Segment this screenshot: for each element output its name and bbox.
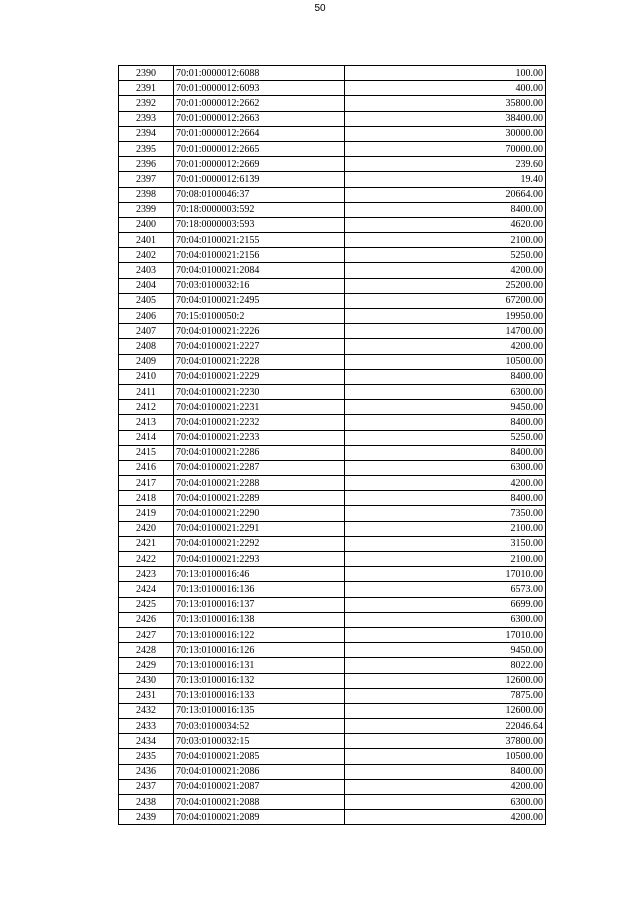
cadastral-number-cell: 70:08:0100046:37 [174, 187, 345, 202]
table-row [119, 415, 546, 430]
row-number-cell: 2407 [119, 324, 174, 339]
row-number-cell: 2426 [119, 612, 174, 627]
amount-cell: 70000.00 [345, 141, 546, 156]
table-row [119, 111, 546, 126]
cadastral-number-cell: 70:04:0100021:2088 [174, 795, 345, 810]
amount-cell: 6300.00 [345, 460, 546, 475]
row-number-cell: 2414 [119, 430, 174, 445]
table-row [119, 491, 546, 506]
row-number-cell: 2430 [119, 673, 174, 688]
amount-cell: 9450.00 [345, 400, 546, 415]
table-row [119, 354, 546, 369]
amount-cell: 400.00 [345, 81, 546, 96]
row-number-cell: 2436 [119, 764, 174, 779]
amount-cell: 17010.00 [345, 627, 546, 642]
table-row [119, 248, 546, 263]
amount-cell: 9450.00 [345, 643, 546, 658]
row-number-cell: 2428 [119, 643, 174, 658]
cadastral-number-cell: 70:04:0100021:2232 [174, 415, 345, 430]
table-row [119, 734, 546, 749]
amount-cell: 19.40 [345, 172, 546, 187]
cadastral-number-cell: 70:04:0100021:2230 [174, 384, 345, 399]
row-number-cell: 2395 [119, 141, 174, 156]
cadastral-number-cell: 70:13:0100016:132 [174, 673, 345, 688]
cadastral-number-cell: 70:01:0000012:2662 [174, 96, 345, 111]
cadastral-number-cell: 70:13:0100016:126 [174, 643, 345, 658]
table-row [119, 643, 546, 658]
cadastral-number-cell: 70:13:0100016:122 [174, 627, 345, 642]
amount-cell: 37800.00 [345, 734, 546, 749]
row-number-cell: 2392 [119, 96, 174, 111]
row-number-cell: 2403 [119, 263, 174, 278]
cadastral-number-cell: 70:04:0100021:2290 [174, 506, 345, 521]
amount-cell: 2100.00 [345, 233, 546, 248]
row-number-cell: 2390 [119, 66, 174, 81]
table-row [119, 810, 546, 825]
table-row [119, 460, 546, 475]
table-row [119, 400, 546, 415]
cadastral-number-cell: 70:01:0000012:6139 [174, 172, 345, 187]
row-number-cell: 2410 [119, 369, 174, 384]
table-row [119, 764, 546, 779]
row-number-cell: 2425 [119, 597, 174, 612]
amount-cell: 8400.00 [345, 415, 546, 430]
amount-cell: 4620.00 [345, 217, 546, 232]
table-row [119, 157, 546, 172]
table-row [119, 339, 546, 354]
amount-cell: 7875.00 [345, 688, 546, 703]
row-number-cell: 2404 [119, 278, 174, 293]
table-row [119, 233, 546, 248]
cadastral-number-cell: 70:04:0100021:2292 [174, 536, 345, 551]
table-row [119, 430, 546, 445]
row-number-cell: 2413 [119, 415, 174, 430]
table-row [119, 795, 546, 810]
table-row [119, 779, 546, 794]
amount-cell: 19950.00 [345, 309, 546, 324]
cadastral-number-cell: 70:04:0100021:2089 [174, 810, 345, 825]
row-number-cell: 2435 [119, 749, 174, 764]
cadastral-number-cell: 70:04:0100021:2086 [174, 764, 345, 779]
row-number-cell: 2437 [119, 779, 174, 794]
amount-cell: 7350.00 [345, 506, 546, 521]
row-number-cell: 2419 [119, 506, 174, 521]
table-row [119, 612, 546, 627]
amount-cell: 10500.00 [345, 749, 546, 764]
cadastral-number-cell: 70:04:0100021:2226 [174, 324, 345, 339]
amount-cell: 17010.00 [345, 567, 546, 582]
table-row [119, 627, 546, 642]
table-row [119, 309, 546, 324]
row-number-cell: 2394 [119, 126, 174, 141]
table-row [119, 263, 546, 278]
row-number-cell: 2415 [119, 445, 174, 460]
amount-cell: 8022.00 [345, 658, 546, 673]
amount-cell: 2100.00 [345, 552, 546, 567]
amount-cell: 35800.00 [345, 96, 546, 111]
table-body [119, 66, 546, 825]
cadastral-number-cell: 70:13:0100016:133 [174, 688, 345, 703]
row-number-cell: 2393 [119, 111, 174, 126]
row-number-cell: 2405 [119, 293, 174, 308]
table-row [119, 521, 546, 536]
table-row [119, 445, 546, 460]
cadastral-number-cell: 70:04:0100021:2228 [174, 354, 345, 369]
amount-cell: 8400.00 [345, 369, 546, 384]
table-row [119, 96, 546, 111]
amount-cell: 239.60 [345, 157, 546, 172]
cadastral-number-cell: 70:04:0100021:2087 [174, 779, 345, 794]
amount-cell: 8400.00 [345, 202, 546, 217]
cadastral-number-cell: 70:04:0100021:2233 [174, 430, 345, 445]
table-row [119, 476, 546, 491]
table-row [119, 658, 546, 673]
table-row [119, 749, 546, 764]
amount-cell: 4200.00 [345, 779, 546, 794]
table-row [119, 506, 546, 521]
row-number-cell: 2438 [119, 795, 174, 810]
table-row [119, 369, 546, 384]
cadastral-number-cell: 70:13:0100016:137 [174, 597, 345, 612]
row-number-cell: 2429 [119, 658, 174, 673]
row-number-cell: 2432 [119, 703, 174, 718]
amount-cell: 22046.64 [345, 719, 546, 734]
amount-cell: 14700.00 [345, 324, 546, 339]
row-number-cell: 2406 [119, 309, 174, 324]
page-number: 50 [314, 3, 326, 14]
cadastral-number-cell: 70:04:0100021:2291 [174, 521, 345, 536]
row-number-cell: 2417 [119, 476, 174, 491]
table-row [119, 202, 546, 217]
row-number-cell: 2422 [119, 552, 174, 567]
row-number-cell: 2409 [119, 354, 174, 369]
cadastral-number-cell: 70:03:0100032:16 [174, 278, 345, 293]
amount-cell: 6573.00 [345, 582, 546, 597]
row-number-cell: 2434 [119, 734, 174, 749]
cadastral-number-cell: 70:04:0100021:2229 [174, 369, 345, 384]
table-row [119, 141, 546, 156]
amount-cell: 38400.00 [345, 111, 546, 126]
table-row [119, 552, 546, 567]
table-row [119, 81, 546, 96]
amount-cell: 12600.00 [345, 673, 546, 688]
row-number-cell: 2400 [119, 217, 174, 232]
cadastral-number-cell: 70:13:0100016:135 [174, 703, 345, 718]
table-row [119, 293, 546, 308]
amount-cell: 4200.00 [345, 810, 546, 825]
cadastral-number-cell: 70:13:0100016:46 [174, 567, 345, 582]
cadastral-number-cell: 70:13:0100016:136 [174, 582, 345, 597]
row-number-cell: 2401 [119, 233, 174, 248]
cadastral-number-cell: 70:04:0100021:2495 [174, 293, 345, 308]
table-row [119, 567, 546, 582]
table-row [119, 703, 546, 718]
row-number-cell: 2433 [119, 719, 174, 734]
table-row [119, 384, 546, 399]
cadastral-number-cell: 70:18:0000003:593 [174, 217, 345, 232]
table-row [119, 582, 546, 597]
amount-cell: 8400.00 [345, 445, 546, 460]
amount-cell: 67200.00 [345, 293, 546, 308]
cadastral-number-cell: 70:01:0000012:2665 [174, 141, 345, 156]
cadastral-number-cell: 70:01:0000012:2669 [174, 157, 345, 172]
cadastral-number-cell: 70:04:0100021:2156 [174, 248, 345, 263]
row-number-cell: 2420 [119, 521, 174, 536]
amount-cell: 6300.00 [345, 384, 546, 399]
amount-cell: 6699.00 [345, 597, 546, 612]
cadastral-number-cell: 70:01:0000012:2664 [174, 126, 345, 141]
row-number-cell: 2397 [119, 172, 174, 187]
amount-cell: 25200.00 [345, 278, 546, 293]
row-number-cell: 2423 [119, 567, 174, 582]
cadastral-number-cell: 70:04:0100021:2227 [174, 339, 345, 354]
row-number-cell: 2396 [119, 157, 174, 172]
cadastral-number-cell: 70:03:0100032:15 [174, 734, 345, 749]
row-number-cell: 2411 [119, 384, 174, 399]
cadastral-number-cell: 70:03:0100034:52 [174, 719, 345, 734]
row-number-cell: 2427 [119, 627, 174, 642]
cadastral-number-cell: 70:04:0100021:2287 [174, 460, 345, 475]
table-row [119, 217, 546, 232]
cadastral-number-cell: 70:13:0100016:131 [174, 658, 345, 673]
amount-cell: 6300.00 [345, 795, 546, 810]
table-row [119, 278, 546, 293]
table-row [119, 324, 546, 339]
table-row [119, 66, 546, 81]
cadastral-number-cell: 70:04:0100021:2085 [174, 749, 345, 764]
amount-cell: 4200.00 [345, 476, 546, 491]
cadastral-number-cell: 70:04:0100021:2289 [174, 491, 345, 506]
data-table [118, 65, 546, 825]
amount-cell: 100.00 [345, 66, 546, 81]
table-row [119, 187, 546, 202]
row-number-cell: 2399 [119, 202, 174, 217]
cadastral-number-cell: 70:13:0100016:138 [174, 612, 345, 627]
cadastral-number-cell: 70:01:0000012:2663 [174, 111, 345, 126]
amount-cell: 3150.00 [345, 536, 546, 551]
cadastral-number-cell: 70:04:0100021:2288 [174, 476, 345, 491]
row-number-cell: 2421 [119, 536, 174, 551]
cadastral-number-cell: 70:04:0100021:2084 [174, 263, 345, 278]
cadastral-number-cell: 70:01:0000012:6088 [174, 66, 345, 81]
cadastral-number-cell: 70:04:0100021:2286 [174, 445, 345, 460]
row-number-cell: 2418 [119, 491, 174, 506]
row-number-cell: 2424 [119, 582, 174, 597]
cadastral-number-cell: 70:01:0000012:6093 [174, 81, 345, 96]
amount-cell: 4200.00 [345, 263, 546, 278]
amount-cell: 6300.00 [345, 612, 546, 627]
row-number-cell: 2402 [119, 248, 174, 263]
amount-cell: 12600.00 [345, 703, 546, 718]
row-number-cell: 2408 [119, 339, 174, 354]
amount-cell: 5250.00 [345, 248, 546, 263]
cadastral-number-cell: 70:04:0100021:2231 [174, 400, 345, 415]
row-number-cell: 2439 [119, 810, 174, 825]
amount-cell: 8400.00 [345, 764, 546, 779]
amount-cell: 4200.00 [345, 339, 546, 354]
table-row [119, 673, 546, 688]
amount-cell: 30000.00 [345, 126, 546, 141]
row-number-cell: 2416 [119, 460, 174, 475]
row-number-cell: 2398 [119, 187, 174, 202]
table-row [119, 172, 546, 187]
amount-cell: 20664.00 [345, 187, 546, 202]
amount-cell: 10500.00 [345, 354, 546, 369]
row-number-cell: 2391 [119, 81, 174, 96]
amount-cell: 8400.00 [345, 491, 546, 506]
row-number-cell: 2431 [119, 688, 174, 703]
amount-cell: 2100.00 [345, 521, 546, 536]
cadastral-number-cell: 70:04:0100021:2155 [174, 233, 345, 248]
table-row [119, 597, 546, 612]
cadastral-number-cell: 70:18:0000003:592 [174, 202, 345, 217]
table-row [119, 688, 546, 703]
row-number-cell: 2412 [119, 400, 174, 415]
table-row [119, 126, 546, 141]
cadastral-number-cell: 70:04:0100021:2293 [174, 552, 345, 567]
table-row [119, 719, 546, 734]
cadastral-number-cell: 70:15:0100050:2 [174, 309, 345, 324]
amount-cell: 5250.00 [345, 430, 546, 445]
table-row [119, 536, 546, 551]
